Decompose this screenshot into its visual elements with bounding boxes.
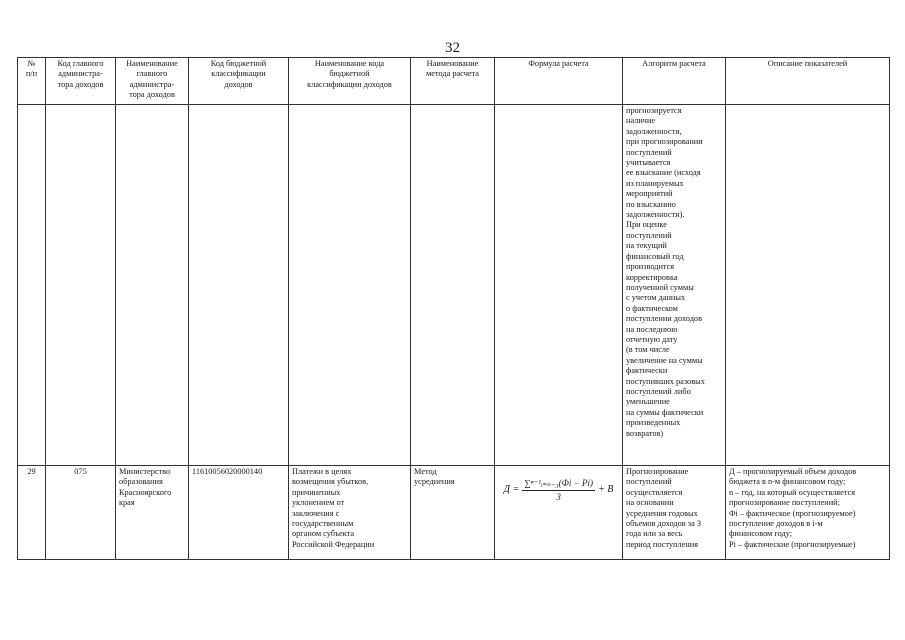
cell-num: 29 bbox=[18, 466, 46, 560]
cell-method-name: Метод усреднения bbox=[411, 466, 495, 560]
header-kbk-name: Наименование кода бюджетной классификации доходов bbox=[289, 58, 411, 105]
cell-empty bbox=[411, 105, 495, 466]
cell-algorithm-continued: прогнозируется наличие задолженности, при прогнозировании поступлений учитывается ее взыскание (исходя из планируемых мероприятий по взысканию задолженности). При оценке поступлений на текущий финансовый год производится корректировка полученной суммы с учетом данных о фактическом поступлении доходов на последнюю отчетную дату (в том числе увеличение на суммы фактически поступивших разовых поступлений либо уменьшение на суммы фактически произведенных возвратов) bbox=[623, 105, 726, 466]
table-row-continuation bbox=[18, 105, 890, 466]
formula-fraction bbox=[522, 478, 595, 502]
formula-lhs: Д = bbox=[503, 483, 520, 495]
header-admin-code: Код главного администра- тора доходов bbox=[46, 58, 116, 105]
cell-empty bbox=[189, 105, 289, 466]
cell-empty bbox=[116, 105, 189, 466]
header-algorithm: Алгоритм расчета bbox=[623, 58, 726, 105]
cell-empty bbox=[46, 105, 116, 466]
header-admin-name: Наименование главного администра- тора доходов bbox=[116, 58, 189, 105]
cell-empty bbox=[289, 105, 411, 466]
header-kbk-code: Код бюджетной классификации доходов bbox=[189, 58, 289, 105]
header-description: Описание показателей bbox=[726, 58, 890, 105]
cell-empty bbox=[18, 105, 46, 466]
cell-empty bbox=[495, 105, 623, 466]
page-number: 32 bbox=[445, 40, 460, 56]
header-row bbox=[18, 58, 890, 105]
cell-description: Д – прогнозируемый объем доходов бюджета в n-м финансовом году; n – год, на который осуществляется прогнозирование поступлений; Фi – фактическое (прогнозируемое) поступление доходов в i-м финансовом году; Pi – фактические (прогнозируемые) bbox=[726, 466, 890, 560]
header-formula: Формула расчета bbox=[495, 58, 623, 105]
table-row bbox=[18, 466, 890, 560]
header-method-name: Наименование метода расчета bbox=[411, 58, 495, 105]
header-num: № п/п bbox=[18, 58, 46, 105]
cell-empty bbox=[726, 105, 890, 466]
cell-admin-code: 075 bbox=[46, 466, 116, 560]
formula-denominator: 3 bbox=[556, 491, 561, 502]
cell-kbk-code: 11610056020000140 bbox=[189, 466, 289, 560]
formula-rhs: + В bbox=[597, 483, 614, 495]
revenue-methods-table bbox=[17, 57, 890, 560]
cell-admin-name: Министерство образования Красноярского края bbox=[116, 466, 189, 560]
cell-algorithm: Прогнозирование поступлений осуществляется на основании усреднения годовых объемов доходов за 3 года или за весь период поступления bbox=[623, 466, 726, 560]
cell-formula bbox=[495, 466, 623, 560]
formula bbox=[498, 467, 619, 513]
cell-kbk-name: Платежи в целях возмещения убытков, причиненных уклонением от заключения с государственным органом субъекта Российской Федерации bbox=[289, 466, 411, 560]
formula-numerator: ∑ⁿ⁻¹ᵢ₌ₙ₋₃(Фi − Pi) bbox=[522, 478, 595, 490]
